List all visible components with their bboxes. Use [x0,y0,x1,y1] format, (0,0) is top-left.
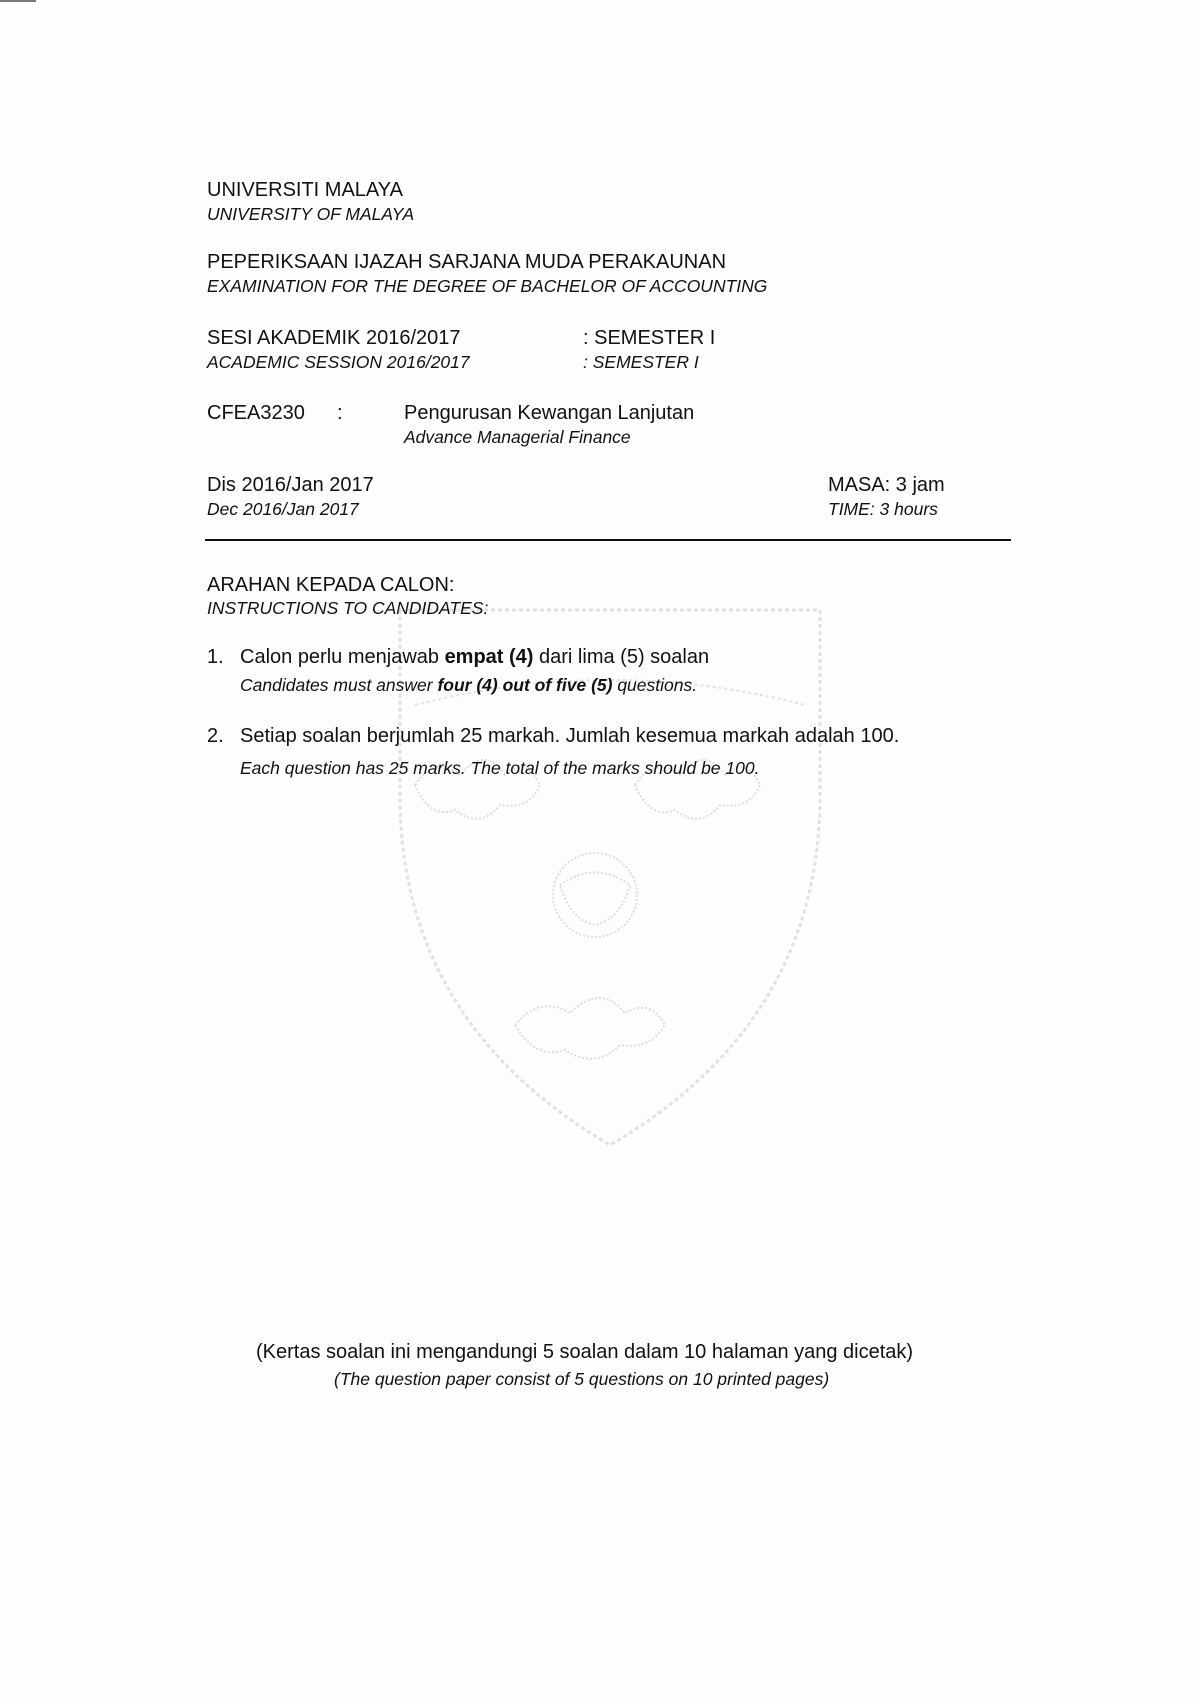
page-count-note-ms: (Kertas soalan ini mengandungi 5 soalan dalam 10 halaman yang dicetak) [256,1341,914,1363]
university-name-ms: UNIVERSITI MALAYA [207,179,403,201]
session-label-en: ACADEMIC SESSION 2016/2017 [207,352,470,372]
semester-en: : SEMESTER I [583,352,699,372]
course-separator: : [337,402,343,424]
exam-time-en: TIME: 3 hours [828,499,938,519]
instruction-2-number: 2. [207,725,224,747]
course-code: CFEA3230 [207,402,305,424]
instructions-heading-en: INSTRUCTIONS TO CANDIDATES: [207,598,489,618]
session-label-ms: SESI AKADEMIK 2016/2017 [207,327,461,349]
course-title-en: Advance Managerial Finance [404,427,631,447]
scan-edge-mark [0,0,36,2]
exam-title-ms: PEPERIKSAAN IJAZAH SARJANA MUDA PERAKAUNAN [207,251,727,273]
instruction-2-ms: Setiap soalan berjumlah 25 markah. Jumlah kesemua markah adalah 100. [240,725,900,747]
instruction-1-en: Candidates must answer four (4) out of five (5) questions. [240,675,698,695]
instruction-2-en: Each question has 25 marks. The total of the marks should be 100. [240,758,760,778]
exam-date-en: Dec 2016/Jan 2017 [207,499,359,519]
course-title-ms: Pengurusan Kewangan Lanjutan [404,402,695,424]
instruction-1-ms: Calon perlu menjawab empat (4) dari lima (5) soalan [240,646,710,668]
instruction-1-number: 1. [207,646,224,668]
header-divider [205,539,1011,541]
instructions-heading-ms: ARAHAN KEPADA CALON: [207,574,455,596]
semester-ms: : SEMESTER I [583,327,716,349]
university-name-en: UNIVERSITY OF MALAYA [207,204,415,224]
exam-date-ms: Dis 2016/Jan 2017 [207,474,374,496]
exam-title-en: EXAMINATION FOR THE DEGREE OF BACHELOR OF ACCOUNTING [207,276,768,296]
exam-time-ms: MASA: 3 jam [828,474,945,496]
page-count-note-en: (The question paper consist of 5 questions on 10 printed pages) [334,1369,830,1389]
